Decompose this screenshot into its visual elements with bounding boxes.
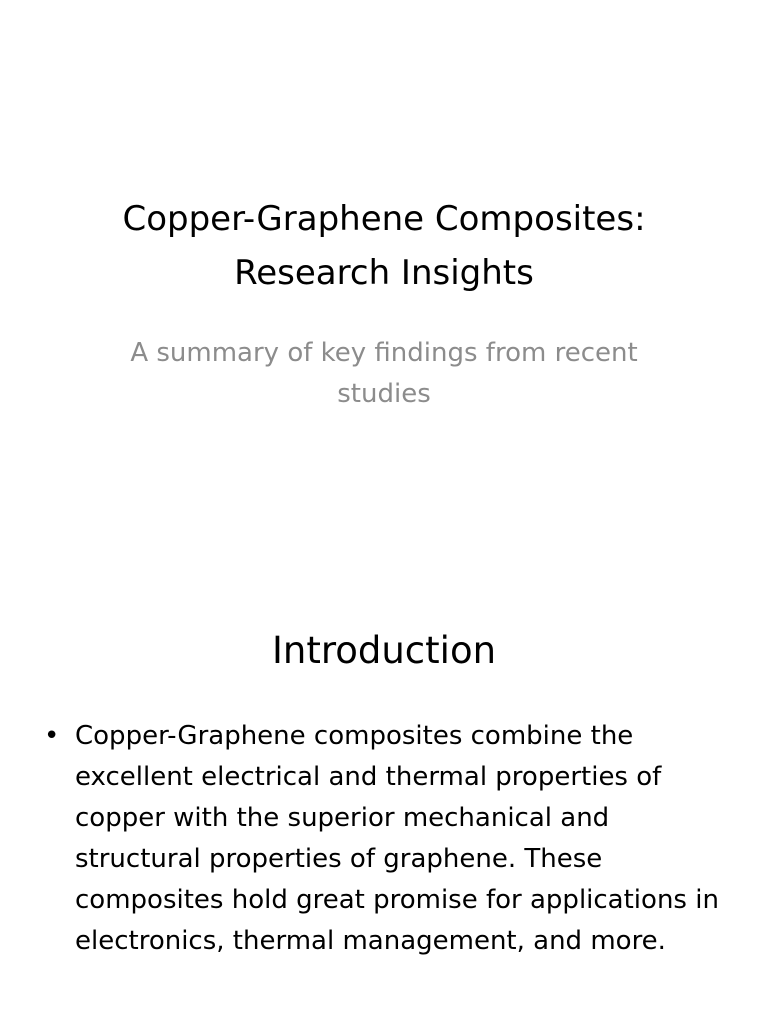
bullet-list [40,716,720,962]
slide-subtitle: A summary of key findings from recent studies [130,338,638,409]
section-heading: Introduction [271,629,497,672]
content-slide [0,576,768,1024]
list-item [40,716,720,962]
bullet-text: Copper-Graphene composites combine the excellent electrical and thermal properties of copper with the superior mechanical and structural properties of graphene. These composites hold great promise for applications in electronics, thermal management, and more. [75,721,719,956]
slide-title: Copper-Graphene Composites: Research Insights [122,199,646,293]
bullet-icon: • [44,721,60,751]
